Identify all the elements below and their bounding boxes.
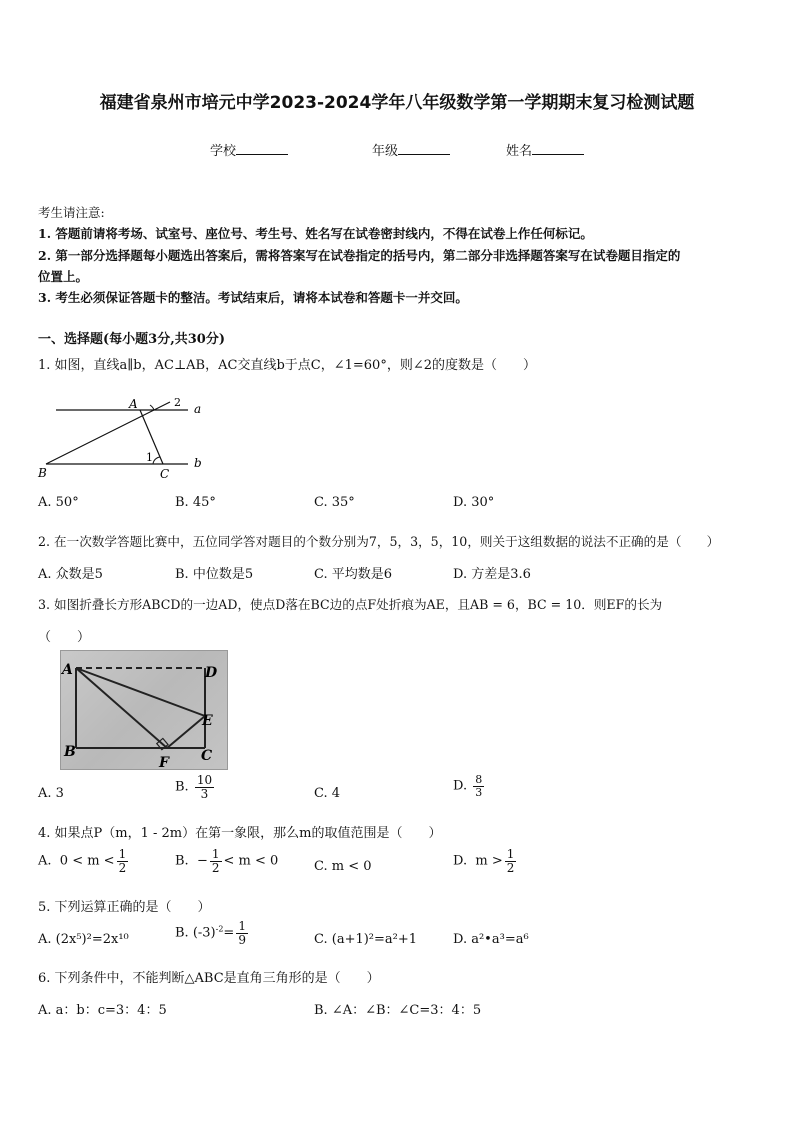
q5-option-a: A. (2x⁵)²=2x¹⁰ [38,932,129,947]
denominator: 3 [200,786,209,801]
page-title: 福建省泉州市培元中学2023-2024学年八年级数学第一学期期末复习检测试题 [99,93,695,113]
q2-option-a: A. 众数是5 [38,567,103,582]
q6-option-a: A. a：b：c=3：4：5 [38,1003,167,1018]
q1-stem: 1. 如图，直线a∥b，AC⊥AB，AC交直线b于点C，∠1=60°，则∠2的度数是（ ） [38,358,536,373]
q3-option-c: C. 4 [314,786,341,801]
q1-option-c: C. 35° [314,495,355,510]
numerator: 1 [238,919,246,933]
denominator: 2 [118,860,127,875]
label-D: D [205,665,218,681]
q4-option-b-text: < m < 0 [223,853,279,869]
numerator: 1 [211,847,220,861]
label-B: B [64,744,76,760]
q5-stem: 5. 下列运算正确的是（ ） [38,900,211,915]
q2-option-c: C. 平均数是6 [314,567,393,582]
school-label: 学校 [210,144,237,159]
denominator: 9 [238,932,246,947]
q4-option-d-fraction [505,848,517,874]
q4-option-a-fraction [117,848,129,874]
q2-stem: 2. 在一次数学答题比赛中，五位同学答对题目的个数分别为7，5，3，5，10，则关于这组数据的说法不正确的是（ ） [38,534,720,549]
label-C: C [160,467,170,480]
q5-option-b-fraction [236,920,248,946]
q1-option-b: B. 45° [175,495,216,510]
name-blank [532,142,584,155]
angle-2-arc [150,405,154,410]
q2-option-d: D. 方差是3.6 [453,567,531,582]
label-E: E [202,713,213,729]
label-angle-2: 2 [174,396,181,409]
q5-option-b-label: B. (-3) [175,925,216,941]
q4-option-b-label: B. [175,853,189,869]
q5-option-d: D. a²•a³=a⁶ [453,932,529,947]
q3-stem: 3. 如图折叠长方形ABCD的一边AD，使点D落在BC边的点F处折痕为AE，且AB = 6，BC = 10．则EF的长为 [38,597,663,612]
notice-heading: 考生请注意: [38,205,105,220]
school-blank [236,142,288,155]
name-field [506,140,584,159]
q4-option-b-minus: − [196,853,208,869]
q3-option-d-fraction [473,774,484,798]
grade-blank [398,142,450,155]
q5-option-b-exponent: -2 [215,924,224,934]
q4-option-b-fraction [210,848,222,874]
q4-stem: 4. 如果点P（m，1 - 2m）在第一象限，那么m的取值范围是（ ） [38,826,442,841]
q1-option-a: A. 50° [38,495,79,510]
q3-option-b-label: B. [175,779,189,795]
q4-option-d-label: D. [453,853,468,869]
q3-option-b-fraction [195,774,214,800]
q3-option-b [175,774,216,800]
q1-figure [36,388,226,480]
q1-option-d: D. 30° [453,495,495,510]
q4-option-d-text: m > [475,853,503,869]
notice-item-3: 3. 考生必须保证答题卡的整洁。考试结束后，请将本试卷和答题卡一并交回。 [38,290,468,305]
notice-item-1: 1. 答题前请将考场、试室号、座位号、考生号、姓名写在试卷密封线内，不得在试卷上作任何标记。 [38,226,593,241]
numerator: 1 [506,847,515,861]
label-angle-1: 1 [146,451,153,464]
grade-label: 年级 [372,144,399,159]
q4-option-a-text: 0 < m < [59,853,115,869]
label-A: A [129,397,138,411]
name-label: 姓名 [506,144,533,159]
grade-field [372,140,450,159]
q5-option-b [175,920,250,946]
notice-item-2: 2. 第一部分选择题每小题选出答案后，需将答案写在试卷指定的括号内，第二部分非选择题答案写在试卷题目指定的 [38,248,681,263]
q4-option-a [38,848,130,874]
numerator: 8 [475,773,483,786]
segment-fe [167,716,205,748]
q4-option-b [175,848,278,874]
q2-option-b: B. 中位数是5 [175,567,254,582]
q6-option-b: B. ∠A：∠B：∠C=3：4：5 [314,1003,482,1018]
denominator: 3 [475,785,483,799]
notice-item-2-cont: 位置上。 [38,269,89,284]
school-field [210,140,288,159]
label-B: B [38,466,47,480]
segment-af [76,668,167,748]
label-line-b: b [194,456,202,470]
angle-1-arc [153,457,160,464]
section-heading: 一、选择题(每小题3分,共30分) [38,332,225,347]
q4-option-c: C. m < 0 [314,859,372,874]
numerator: 1 [118,847,127,861]
segment-ae [76,668,205,716]
q3-figure [60,650,226,768]
q6-stem: 6. 下列条件中，不能判断△ABC是直角三角形的是（ ） [38,971,380,986]
label-line-a: a [194,402,202,416]
q4-option-d [453,848,518,874]
q3-option-d-label: D. [453,778,468,794]
numerator: 10 [196,773,213,787]
label-F: F [159,755,169,768]
q3-option-a: A. 3 [38,786,64,801]
q3-option-d [453,774,486,798]
q3-paren: （ ） [38,630,91,645]
q5-option-c: C. (a+1)²=a²+1 [314,932,418,947]
q5-option-b-equals: = [223,925,235,941]
q4-option-a-label: A. [38,853,52,869]
label-A: A [62,662,73,678]
denominator: 2 [211,860,220,875]
denominator: 2 [506,860,515,875]
label-C: C [201,748,213,764]
